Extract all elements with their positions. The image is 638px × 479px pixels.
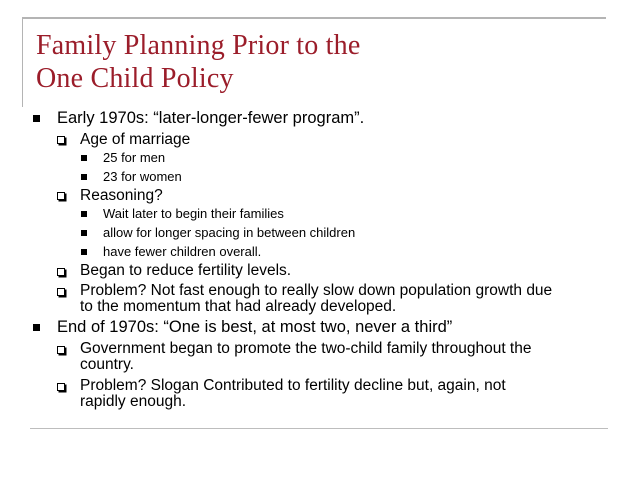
square-bullet-icon [81,230,87,236]
box-bullet-icon [57,383,65,391]
slide-title [36,29,596,95]
square-bullet-icon [81,249,87,255]
bullet-25-for-men: 25 for men [103,150,166,165]
square-bullet-icon [81,155,87,161]
box-bullet-icon [57,192,65,200]
title-left-rule [22,17,23,107]
bullet-slogan-line-1: Problem? Slogan Contributed to fertility decline but, again, not [80,377,506,394]
square-bullet-icon [33,324,40,331]
bottom-rule [30,428,608,429]
box-bullet-icon [57,346,65,354]
box-bullet-icon [57,136,65,144]
bullet-two-child-line-2: country. [80,356,134,373]
bullet-reduce-fertility: Began to reduce fertility levels. [80,262,292,279]
top-rule [22,17,606,19]
bullet-two-child-line-1: Government began to promote the two-child family throughout the [80,340,532,357]
bullet-problem-momentum-line-2: to the momentum that had already developed. [80,298,397,315]
bullet-early-1970s: Early 1970s: “later-longer-fewer program”. [57,109,365,127]
box-bullet-icon [57,268,65,276]
bullet-problem-momentum-line-1: Problem? Not fast enough to really slow down population growth due [80,282,553,299]
square-bullet-icon [33,115,40,122]
bullet-reasoning: Reasoning? [80,187,163,204]
title-line-1: Family Planning Prior to the [36,30,361,61]
square-bullet-icon [81,211,87,217]
bullet-23-for-women: 23 for women [103,169,182,184]
bullet-wait-later: Wait later to begin their families [103,206,284,221]
square-bullet-icon [81,174,87,180]
bullet-age-of-marriage: Age of marriage [80,131,191,148]
bullet-slogan-line-2: rapidly enough. [80,393,186,410]
bullet-longer-spacing: allow for longer spacing in between children [103,225,356,240]
title-line-2: One Child Policy [36,63,234,94]
box-bullet-icon [57,288,65,296]
bullet-fewer-children: have fewer children overall. [103,244,262,259]
bullet-end-of-1970s: End of 1970s: “One is best, at most two, never a third” [57,318,453,336]
